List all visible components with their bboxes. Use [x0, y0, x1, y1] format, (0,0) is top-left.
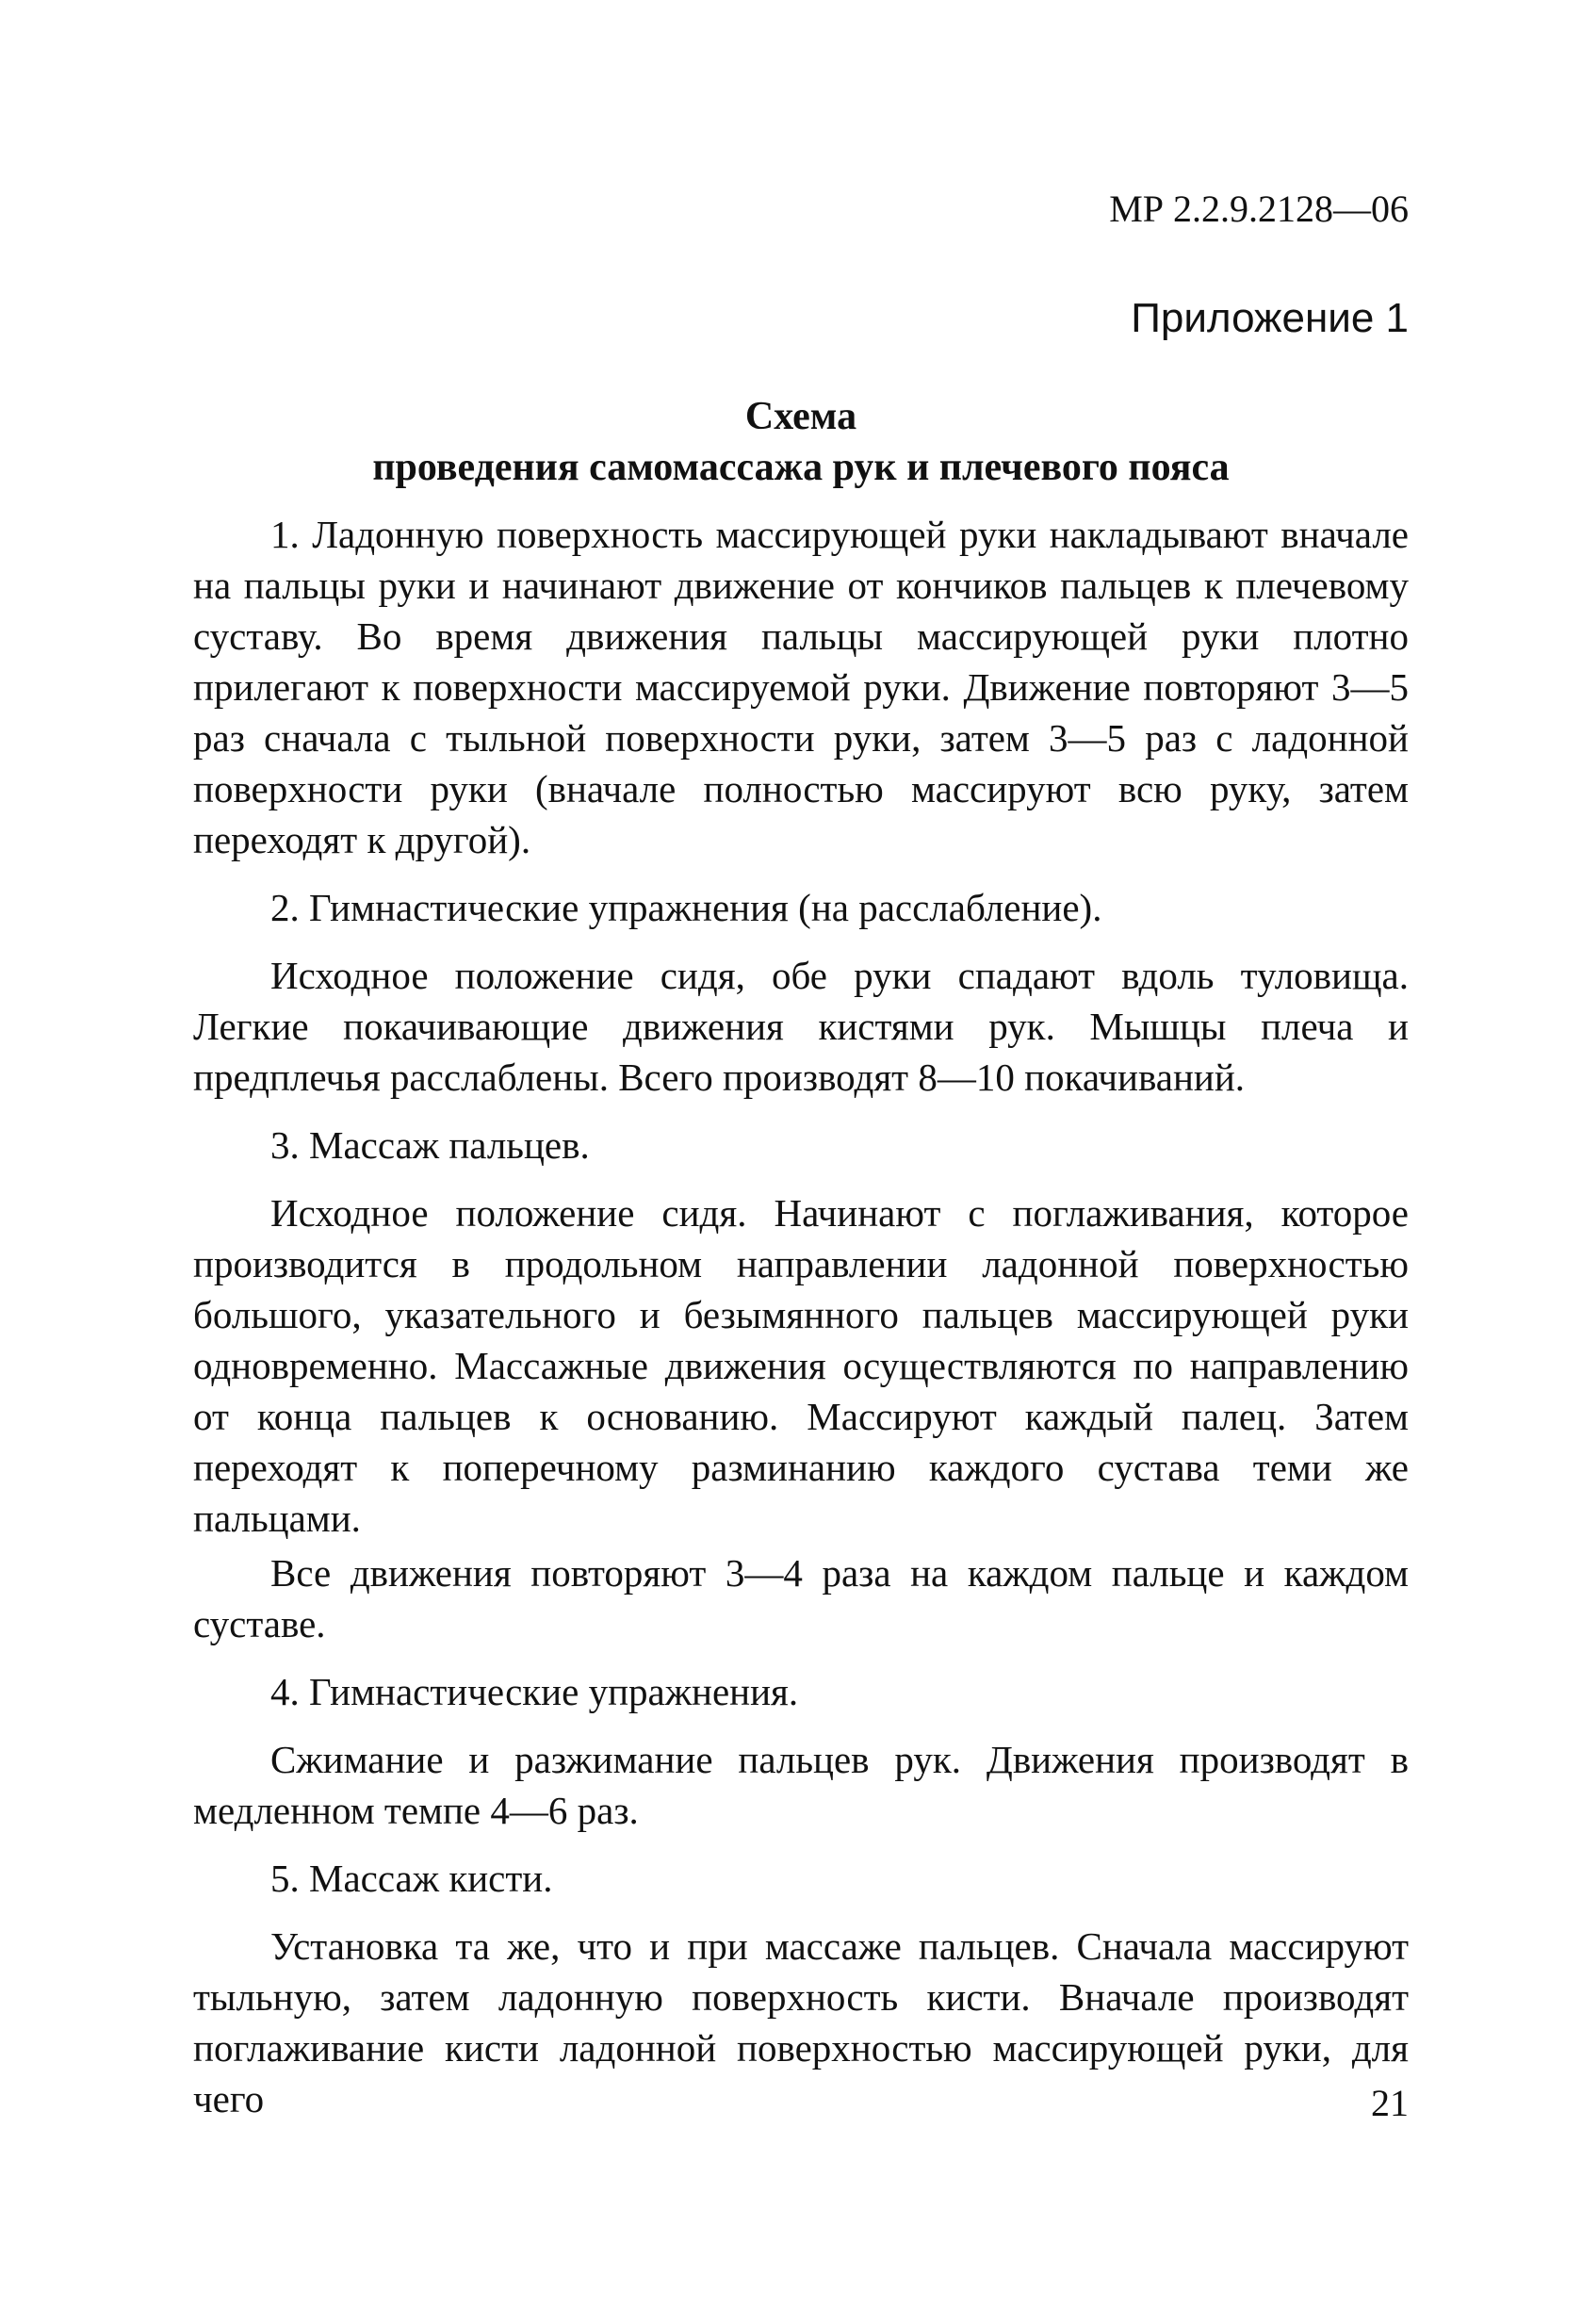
paragraph-3: Исходное положение сидя, обе руки спадают вдоль туловища. Легкие покачивающие движения кистями рук. Мышцы плеча и предплечья расслаблены. Всего производят 8—10 покачиваний.: [193, 954, 1409, 1099]
document-code: МР 2.2.9.2128—06: [1109, 188, 1409, 230]
paragraph-4: 3. Массаж пальцев.: [270, 1123, 590, 1167]
paragraph-8: Сжимание и разжимание пальцев рук. Движения производят в медленном темпе 4—6 раз.: [193, 1738, 1409, 1832]
paragraph-1: 1. Ладонную поверхность массирующей руки накладывают вначале на пальцы руки и начинают движение от кончиков пальцев к плечевому суставу. Во время движения пальцы массирующей руки плотно прилегают к поверхности массируемой руки. Движение повторяют 3—5 раз сначала с тыльной поверхности руки, затем 3—5 раз с ладонной поверхности руки (вначале полностью массируют всю руку, затем переходят к другой).: [193, 513, 1409, 861]
title-line-1: Схема: [744, 395, 857, 438]
paragraph-9: 5. Массаж кисти.: [270, 1857, 553, 1900]
body-text: [193, 509, 1409, 2124]
title-line-2: проведения самомассажа рук и плечевого пояса: [372, 446, 1230, 489]
paragraph-6: Все движения повторяют 3—4 раза на каждом пальце и каждом суставе.: [193, 1551, 1409, 1645]
page-number: 21: [1371, 2082, 1409, 2124]
document-page: [193, 0, 1409, 2324]
appendix-label: Приложение 1: [1131, 295, 1409, 341]
paragraph-10: Установка та же, что и при массаже пальцев. Сначала массируют тыльную, затем ладонную поверхность кисти. Вначале производят поглаживание кисти ладонной поверхностью массирующей руки, для чего: [193, 1924, 1409, 2120]
paragraph-7: 4. Гимнастические упражнения.: [270, 1670, 799, 1713]
paragraph-5: Исходное положение сидя. Начинают с поглаживания, которое производится в продольном направлении ладонной поверхностью большого, указательного и безымянного пальцев массирующей руки одновременно. Массажные движения осуществляются по направлению от конца пальцев к основанию. Массируют каждый палец. Затем переходят к поперечному разминанию каждого сустава теми же пальцами.: [193, 1191, 1409, 1540]
section-title: [193, 391, 1409, 493]
paragraph-2: 2. Гимнастические упражнения (на расслабление).: [270, 886, 1102, 929]
